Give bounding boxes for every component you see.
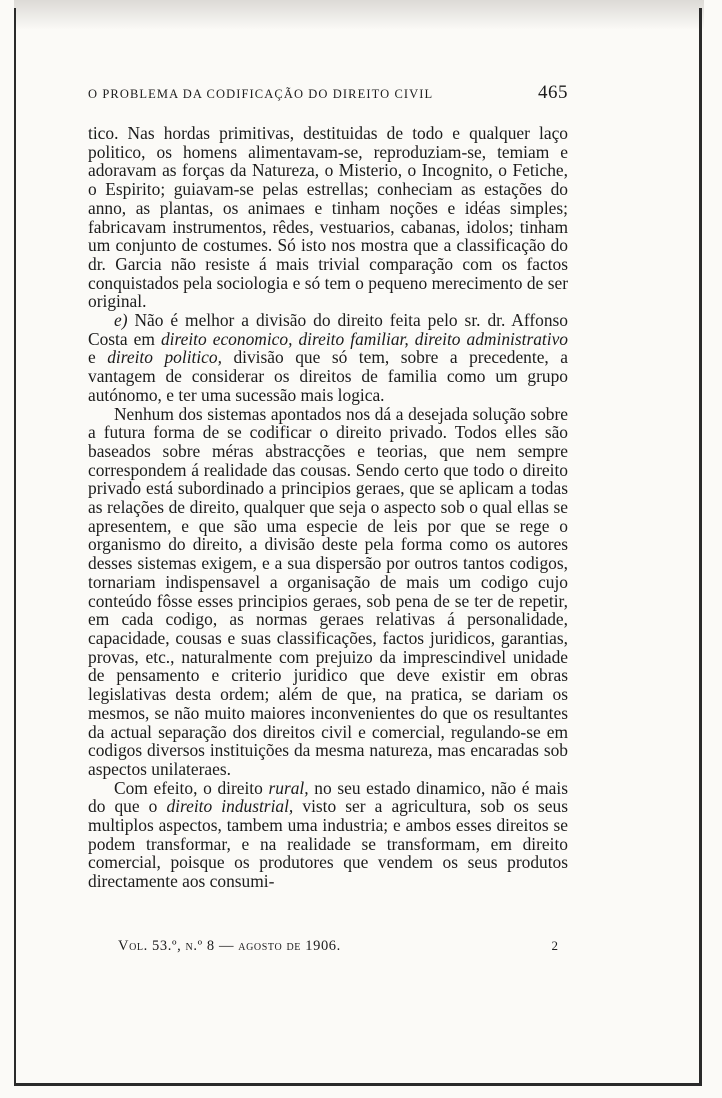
text-run: e — [88, 347, 108, 368]
page-header — [88, 82, 568, 104]
text-run: Com efeito, o direito — [114, 777, 269, 798]
signature-mark: 2 — [551, 938, 558, 953]
italic-run: e) — [114, 310, 128, 331]
paragraph — [88, 405, 568, 779]
italic-run: rural, — [268, 777, 309, 798]
italic-run: direito politico, — [107, 347, 222, 368]
text-run: Nenhum dos sistemas apontados nos dá a desejada solução sobre a futura forma de se codificar o direito privado. Todos elles são baseados sobre méras abstracções e teorias, que nem sempre correspondem á realidade das cousas. Sendo certo que todo o direito privado está subordinado a principios geraes, que se aplicam a todas as relações de direito, qualquer que seja o aspecto sob o qual ellas se apresentem, e que são uma especie de leis por que se rege o organismo do direito, a divisão deste pela forma como os autores desses sistemas exigem, e a sua dispersão por outros tantos codigos, tornariam indispensavel a organisação de mais um codigo cujo conteúdo fôsse esses principios geraes, sob pena de se ter de repetir, em cada codigo, as normas geraes relativas á personalidade, capacidade, cousas e suas classificações, factos juridicos, garantias, provas, etc., naturalmente com prejuizo da imprescindivel unidade de pensamento e criterio juridico que deve existir em obras legislativas desta ordem; além de que, na pratica, se dariam os mesmos, se não muito maiores inconvenientes do que os resultantes da actual separação dos direitos civil e comercial, regulando-se em codigos diversos instituições da mesma natureza, mas encaradas sob aspectos unilateraes. — [88, 403, 568, 779]
text-run: visto ser a agricultura, sob os seus multiplos aspectos, tambem uma industria; e ambos esses direitos se podem transformar, e na realidade se transformam, em direito comercial, poisque os produtores que vendem os seus produtos directamente aos consumi- — [88, 796, 568, 892]
text-run: Não é melhor a divisão do direito feita pelo sr. dr. Affonso Costa em — [88, 310, 568, 349]
italic-run: direito industrial, — [166, 796, 294, 817]
paragraph — [88, 779, 568, 891]
text-run: tico. Nas hordas primitivas, destituidas de todo e qualquer laço politico, os homens alimentavam-se, reproduziam-se, temiam e adoravam as forças da Natureza, o Misterio, o Incognito, o Fetiche, o Espirito; guiavam-se pelas estrellas; conheciam as estações do anno, as plantas, os animaes e tinham noções e idéas simples; fabricavam instrumentos, rêdes, vestuarios, cabanas, idolos; tinham um conjunto de costumes. Só isto nos mostra que a classificação do dr. Garcia não resiste á mais trivial comparação com os factos conquistados pela sociologia e só tem o pequeno merecimento de ser original. — [88, 123, 568, 312]
body-text — [88, 124, 568, 891]
volume-line: Vol. 53.º, n.º 8 — agosto de 1906. — [118, 938, 341, 954]
page-number: 465 — [538, 82, 568, 103]
paragraph — [88, 124, 568, 311]
text-run: no seu estado dinamico, não é mais do que o — [88, 777, 568, 817]
paragraph — [88, 311, 568, 405]
text-run: divisão que só tem, sobre a precedente, a vantagem de considerar os direitos de familia como um grupo autónomo, e ter uma sucessão mais logica. — [88, 347, 568, 405]
page-footer — [118, 938, 558, 955]
italic-run: direito economico, direito familiar, direito administrativo — [160, 328, 568, 349]
running-title: O PROBLEMA DA CODIFICAÇÃO DO DIREITO CIVIL — [88, 87, 434, 101]
